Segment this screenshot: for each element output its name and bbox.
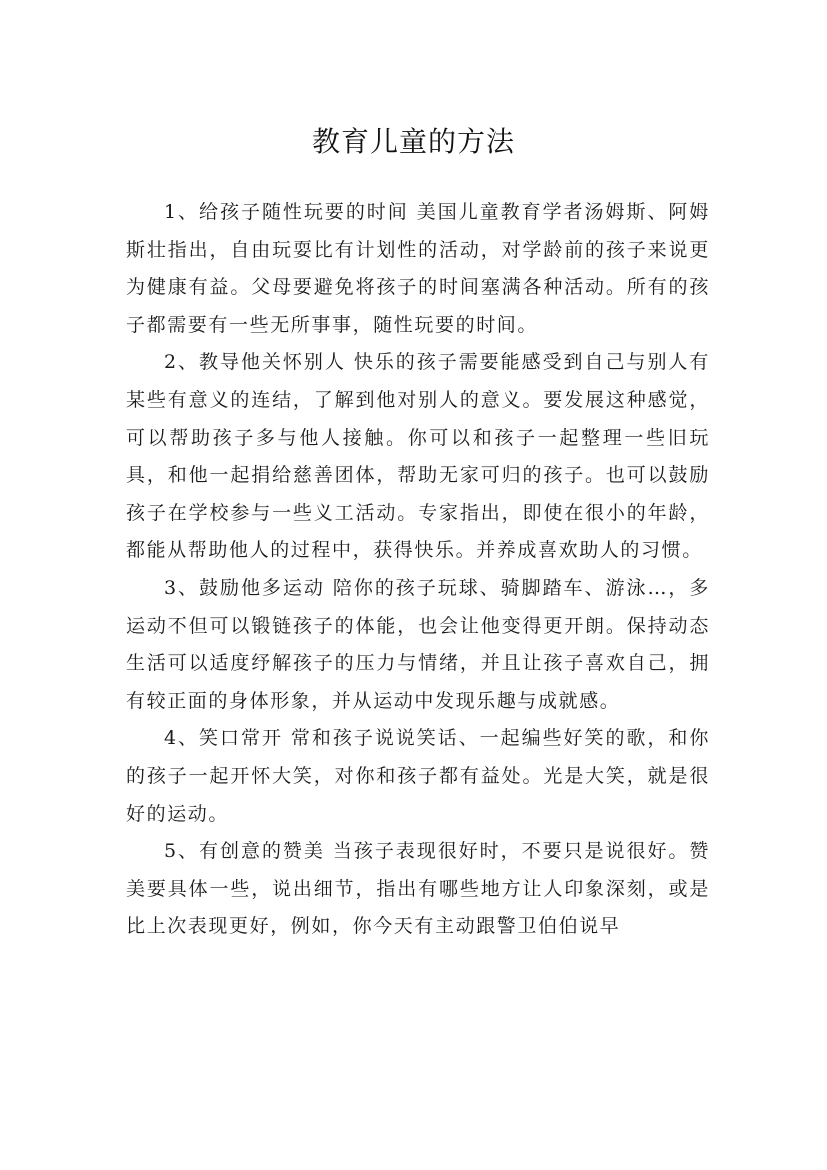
paragraph-4: 4、笑口常开 常和孩子说说笑话、一起编些好笑的歌，和你的孩子一起开怀大笑，对你和孩子都有益处。光是大笑，就是很好的运动。 — [126, 727, 710, 825]
document-body — [126, 194, 710, 946]
paragraph-5: 5、有创意的赞美 当孩子表现很好时，不要只是说很好。赞美要具体一些，说出细节，指出有哪些地方让人印象深刻，或是比上次表现更好，例如，你今天有主动跟警卫伯伯说早 — [126, 840, 710, 938]
paragraph-3: 3、鼓励他多运动 陪你的孩子玩球、骑脚踏车、游泳…，多运动不但可以锻链孩子的体能，也会让他变得更开朗。保持动态生活可以适度纾解孩子的压力与情绪，并且让孩子喜欢自己，拥有较正面的身体形象，并从运动中发现乐趣与成就感。 — [126, 576, 710, 712]
paragraph-2: 2、教导他关怀别人 快乐的孩子需要能感受到自己与别人有某些有意义的连结，了解到他对别人的意义。要发展这种感觉，可以帮助孩子多与他人接触。你可以和孩子一起整理一些旧玩具，和他一起捐给慈善团体，帮助无家可归的孩子。也可以鼓励孩子在学校参与一些义工活动。专家指出，即使在很小的年龄，都能从帮助他人的过程中，获得快乐。并养成喜欢助人的习惯。 — [126, 351, 710, 562]
document-title: 教育儿童的方法 — [311, 124, 515, 158]
paragraph-1: 1、给孩子随性玩要的时间 美国儿童教育学者汤姆斯、阿姆斯壮指出，自由玩耍比有计划性的活动，对学龄前的孩子来说更为健康有益。父母要避免将孩子的时间塞满各种活动。所有的孩子都需要有一些无所事事，随性玩要的时间。 — [126, 201, 710, 336]
